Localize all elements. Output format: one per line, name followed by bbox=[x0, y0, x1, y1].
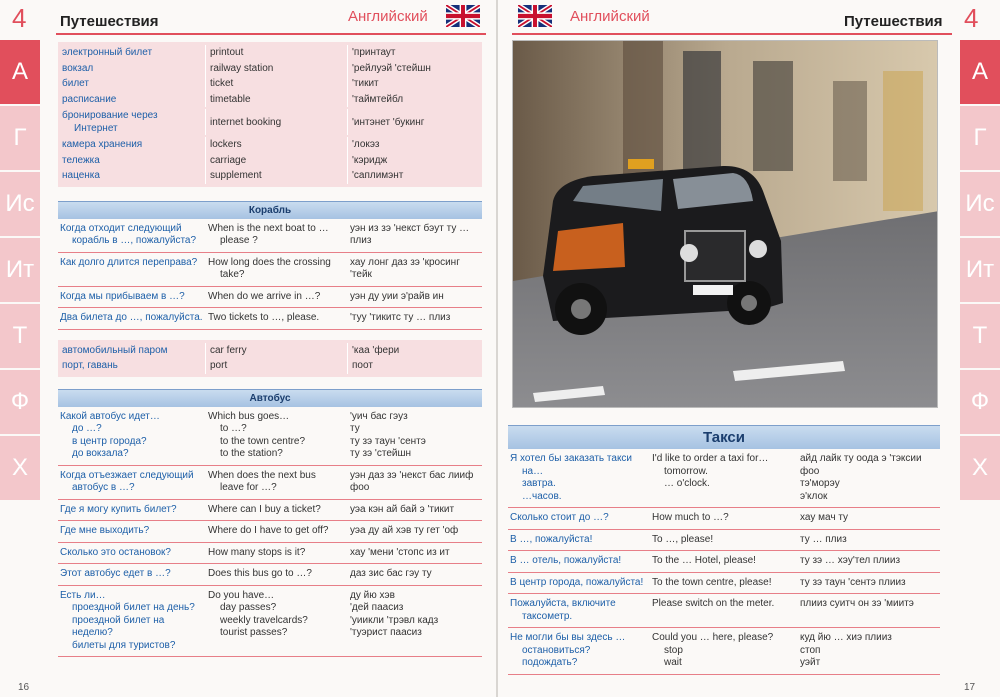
header-rule bbox=[56, 33, 486, 35]
taxi-photo bbox=[512, 40, 938, 408]
phrase-line: уэа ду ай хэв ту гет 'оф bbox=[350, 525, 459, 536]
vocab-russian-text: тележка bbox=[62, 154, 100, 166]
phrase-line: фоо bbox=[800, 465, 820, 477]
phrase-transcription bbox=[798, 598, 940, 623]
phrase-line: Does this bus go to …? bbox=[208, 568, 312, 579]
phrase-line: Есть ли… bbox=[60, 589, 106, 601]
index-tab[interactable]: Ис bbox=[0, 172, 40, 236]
phrase-english bbox=[206, 525, 348, 538]
phrase-russian bbox=[58, 525, 206, 538]
phrase-line: 'дей паасиз bbox=[350, 602, 404, 613]
vocab-russian bbox=[58, 358, 206, 374]
phrase-line: When do we arrive in …? bbox=[208, 290, 321, 302]
phrase-line: таксометр. bbox=[522, 610, 573, 622]
phrase-transcription bbox=[798, 512, 940, 525]
language-label: Английский bbox=[348, 8, 428, 25]
phrase-english bbox=[206, 223, 348, 248]
phrase-line: Two tickets to …, please. bbox=[208, 312, 320, 323]
phrase-line: When does the next bus bbox=[208, 469, 316, 481]
phrase-row bbox=[58, 586, 482, 658]
vocab-row bbox=[58, 45, 482, 61]
phrase-line: подождать? bbox=[522, 657, 578, 668]
vocab-russian-text: наценка bbox=[62, 170, 100, 181]
phrase-line: Где мне выходить? bbox=[60, 525, 150, 536]
phrase-line: Please switch on the meter. bbox=[652, 598, 775, 609]
vocab-russian bbox=[58, 153, 206, 169]
phrase-line: How long does the crossing bbox=[208, 256, 331, 268]
index-tab[interactable]: Х bbox=[960, 436, 1000, 500]
phrase-line: остановиться? bbox=[522, 644, 591, 656]
index-tab[interactable]: Ис bbox=[960, 172, 1000, 236]
phrase-row bbox=[508, 551, 940, 573]
phrase-line: Where can I buy a ticket? bbox=[208, 503, 321, 515]
phrase-line: ту зэ таун 'сентэ bbox=[350, 435, 426, 447]
phrase-transcription bbox=[348, 547, 482, 560]
vocab-transcription: 'саплимэнт bbox=[352, 170, 404, 181]
phrase-transcription bbox=[348, 568, 482, 581]
phrase-line: How many stops is it? bbox=[208, 546, 306, 558]
section-header-ship: Корабль bbox=[58, 201, 482, 219]
index-tab[interactable]: А bbox=[0, 40, 40, 104]
vocab-russian-text: электронный билет bbox=[62, 47, 153, 58]
phrase-line: Could you … here, please? bbox=[652, 632, 774, 643]
phrase-line: Этот автобус едет в …? bbox=[60, 568, 171, 579]
phrase-line: stop bbox=[664, 644, 683, 656]
vocab-russian-text: расписание bbox=[62, 93, 117, 105]
phrase-russian bbox=[508, 598, 650, 623]
vocab-english: ticket bbox=[206, 76, 348, 92]
phrase-russian bbox=[508, 555, 650, 568]
vocab-russian bbox=[58, 92, 206, 108]
vocab-english: printout bbox=[206, 45, 348, 61]
phrase-line: проездной билет на день? bbox=[72, 602, 195, 613]
phrase-line: to the town centre? bbox=[220, 435, 306, 447]
vocab-russian-text: вокзал bbox=[62, 62, 94, 74]
phrase-transcription bbox=[348, 223, 482, 248]
vocab-row bbox=[58, 107, 482, 137]
phrase-line: day passes? bbox=[220, 602, 277, 613]
phrase-line: Когда отходит следующий bbox=[60, 222, 182, 234]
phrase-row bbox=[58, 543, 482, 565]
phrase-line: to the station? bbox=[220, 448, 283, 459]
phrase-english bbox=[206, 590, 348, 653]
phrase-russian bbox=[58, 504, 206, 517]
phrase-russian bbox=[58, 291, 206, 304]
uk-flag-icon bbox=[518, 5, 552, 27]
vocab-transcription: 'тикит bbox=[352, 78, 379, 89]
vocab-row bbox=[58, 153, 482, 169]
phrase-line: В …, пожалуйста! bbox=[510, 533, 593, 545]
page-number: 16 bbox=[18, 682, 30, 693]
phrase-line: Where do I have to get off? bbox=[208, 525, 329, 536]
phrase-line: leave for …? bbox=[220, 482, 277, 493]
phrase-line: хау лонг даз зэ 'кросинг bbox=[350, 256, 460, 268]
phrase-russian bbox=[508, 534, 650, 547]
phrase-transcription bbox=[798, 453, 940, 503]
phrase-line: куд йю … хиэ плииз bbox=[800, 632, 892, 643]
phrase-line: автобус в …? bbox=[72, 482, 135, 493]
phrase-row bbox=[58, 564, 482, 586]
phrase-line: 'уиикли 'трэвл кадз bbox=[350, 614, 439, 626]
index-tab[interactable]: Х bbox=[0, 436, 40, 500]
phrase-line: Пожалуйста, включите bbox=[510, 598, 616, 609]
section-header-taxi: Такси bbox=[508, 425, 940, 449]
phrase-line: ту зэ таун 'сентэ плииз bbox=[800, 576, 906, 588]
phrase-line: weekly travelcards? bbox=[220, 614, 308, 626]
vocab-row bbox=[58, 76, 482, 92]
phrase-line: ду йю хэв bbox=[350, 589, 395, 601]
vocab-row bbox=[58, 358, 482, 374]
vocab-row bbox=[58, 168, 482, 184]
vocab-english: car ferry bbox=[206, 343, 348, 359]
chapter-number: 4 bbox=[12, 3, 27, 33]
phrase-line: ту зэ 'стейшн bbox=[350, 448, 412, 459]
phrase-line: завтра. bbox=[522, 478, 556, 489]
phrase-transcription bbox=[798, 555, 940, 568]
vocab-russian-text: билет bbox=[62, 78, 89, 89]
phrase-line: неделю? bbox=[72, 627, 113, 638]
phrase-line: Which bus goes… bbox=[208, 410, 290, 422]
phrase-line: Сколько это остановок? bbox=[60, 546, 171, 558]
phrase-line: хау мач ту bbox=[800, 512, 849, 523]
header-rule bbox=[512, 33, 952, 35]
phrase-line: на… bbox=[522, 465, 544, 477]
phrase-line: …часов. bbox=[522, 490, 562, 502]
phrase-line: Когда мы прибываем в …? bbox=[60, 290, 185, 302]
vocab-transcription: 'принтаут bbox=[352, 47, 396, 58]
vocab-transcription: 'интэнет 'букинг bbox=[352, 116, 425, 128]
phrase-line: Когда отъезжает следующий bbox=[60, 469, 194, 481]
phrase-line: When is the next boat to … bbox=[208, 222, 329, 234]
phrase-line: уэн ду уии э'райв ин bbox=[350, 290, 444, 302]
phrase-row bbox=[58, 253, 482, 287]
phrase-english bbox=[650, 534, 798, 547]
phrase-line: 'уич бас гэуз bbox=[350, 410, 408, 422]
vocab-english: port bbox=[206, 358, 348, 374]
phrase-list-taxi bbox=[508, 449, 940, 675]
vocab-russian bbox=[58, 76, 206, 92]
phrase-row bbox=[508, 594, 940, 628]
phrase-transcription bbox=[348, 504, 482, 517]
vocab-row bbox=[58, 92, 482, 108]
section-header-bus: Автобус bbox=[58, 389, 482, 407]
phrase-line: фоо bbox=[350, 482, 370, 493]
phrase-transcription bbox=[348, 257, 482, 282]
phrase-line: плииз суитч он зэ 'миитэ bbox=[800, 598, 914, 609]
vocab-russian bbox=[58, 109, 206, 135]
phrase-line: до вокзала? bbox=[72, 448, 129, 459]
phrase-row bbox=[58, 521, 482, 543]
phrase-line: To …, please! bbox=[652, 533, 714, 545]
phrase-line: уэн из зэ 'некст бэут ту … bbox=[350, 222, 470, 234]
phrase-line: уэн даз зэ 'некст бас лииф bbox=[350, 469, 474, 481]
vocab-russian-text: Интернет bbox=[74, 123, 118, 134]
vocab-russian bbox=[58, 343, 206, 359]
index-tab[interactable]: Ит bbox=[0, 238, 40, 302]
vocab-row bbox=[58, 137, 482, 153]
phrase-russian bbox=[58, 223, 206, 248]
phrase-english bbox=[206, 547, 348, 560]
vocab-russian bbox=[58, 61, 206, 77]
phrase-transcription bbox=[348, 590, 482, 653]
phrase-english bbox=[650, 577, 798, 590]
index-tab[interactable]: Г bbox=[960, 106, 1000, 170]
phrase-line: please ? bbox=[220, 235, 258, 246]
phrase-russian bbox=[508, 512, 650, 525]
vocab-english: railway station bbox=[206, 61, 348, 77]
right-content bbox=[508, 425, 940, 675]
vocab-russian-text: порт, гавань bbox=[62, 360, 118, 371]
vocab-russian-text: автомобильный паром bbox=[62, 344, 168, 356]
phrase-english bbox=[650, 512, 798, 525]
phrase-english bbox=[206, 312, 348, 325]
phrase-english bbox=[206, 291, 348, 304]
index-tab[interactable]: Т bbox=[960, 304, 1000, 368]
phrase-row bbox=[508, 530, 940, 552]
language-label: Английский bbox=[570, 8, 650, 25]
vocab-russian bbox=[58, 168, 206, 184]
phrase-line: I'd like to order a taxi for… bbox=[652, 453, 769, 464]
index-tab[interactable]: Т bbox=[0, 304, 40, 368]
phrase-transcription bbox=[798, 577, 940, 590]
phrase-line: корабль в …, пожалуйста? bbox=[72, 235, 197, 246]
phrase-line: В … отель, пожалуйста! bbox=[510, 555, 622, 566]
phrase-english bbox=[206, 411, 348, 461]
vocab-table-ship bbox=[58, 340, 482, 377]
phrase-line: билеты для туристов? bbox=[72, 639, 176, 651]
phrase-line: 'туэрист паасиз bbox=[350, 627, 422, 638]
phrase-english bbox=[650, 453, 798, 503]
phrase-russian bbox=[508, 577, 650, 590]
phrase-line: э'клок bbox=[800, 490, 828, 502]
phrase-line: To the … Hotel, please! bbox=[652, 555, 756, 566]
phrase-line: хау 'мени 'стопс из ит bbox=[350, 546, 450, 558]
phrase-transcription bbox=[348, 411, 482, 461]
phrase-line: Два билета до …, пожалуйста. bbox=[60, 312, 203, 323]
index-tab[interactable]: Ит bbox=[960, 238, 1000, 302]
phrase-list-ship bbox=[58, 219, 482, 330]
phrase-transcription bbox=[348, 291, 482, 304]
vocab-transcription: поот bbox=[352, 360, 373, 371]
phrase-russian bbox=[58, 568, 206, 581]
phrase-row bbox=[58, 308, 482, 330]
phrase-row bbox=[58, 500, 482, 522]
phrase-line: … o'clock. bbox=[664, 478, 710, 489]
vocab-transcription: 'рейлуэй 'стейшн bbox=[352, 62, 431, 74]
phrase-line: Сколько стоит до …? bbox=[510, 512, 609, 523]
phrase-line: 'туу 'тикитс ту … плиз bbox=[350, 312, 451, 323]
phrase-line: айд лайк ту оода э 'тэксии bbox=[800, 453, 922, 464]
phrase-english bbox=[206, 257, 348, 282]
phrase-russian bbox=[508, 453, 650, 503]
phrase-english bbox=[206, 470, 348, 495]
left-page bbox=[0, 0, 496, 697]
phrase-line: ту зэ … хэу'тел плииз bbox=[800, 555, 901, 566]
phrase-line: tomorrow. bbox=[664, 465, 708, 477]
phrase-line: Do you have… bbox=[208, 589, 275, 601]
phrase-russian bbox=[508, 632, 650, 670]
vocab-row bbox=[58, 61, 482, 77]
phrase-line: плиз bbox=[350, 235, 372, 246]
vocab-transcription: 'каа 'фери bbox=[352, 344, 400, 356]
phrase-line: уэа кэн ай бай э 'тикит bbox=[350, 503, 455, 515]
vocab-english: lockers bbox=[206, 137, 348, 153]
phrase-row bbox=[58, 466, 482, 500]
vocab-row bbox=[58, 343, 482, 359]
vocab-table bbox=[58, 42, 482, 187]
phrase-line: проездной билет на bbox=[72, 614, 165, 626]
phrase-row bbox=[58, 287, 482, 309]
index-tab[interactable]: Г bbox=[0, 106, 40, 170]
phrase-line: Где я могу купить билет? bbox=[60, 503, 177, 515]
index-tab[interactable]: А bbox=[960, 40, 1000, 104]
phrase-line: ту bbox=[350, 423, 360, 434]
phrase-russian bbox=[58, 590, 206, 653]
phrase-russian bbox=[58, 312, 206, 325]
phrase-transcription bbox=[798, 632, 940, 670]
vocab-transcription: 'таймтейбл bbox=[352, 93, 404, 105]
index-tab[interactable]: Ф bbox=[0, 370, 40, 434]
phrase-row bbox=[58, 407, 482, 466]
phrase-english bbox=[206, 568, 348, 581]
phrase-english bbox=[650, 632, 798, 670]
chapter-number: 4 bbox=[964, 3, 979, 33]
phrase-line: Какой автобус идет… bbox=[60, 410, 160, 422]
phrase-line: Не могли бы вы здесь … bbox=[510, 632, 626, 643]
left-content bbox=[58, 42, 482, 657]
page-title: Путешествия bbox=[60, 13, 159, 30]
phrase-line: To the town centre, please! bbox=[652, 576, 772, 588]
phrase-line: стоп bbox=[800, 644, 821, 656]
vocab-english: carriage bbox=[206, 153, 348, 169]
phrase-transcription bbox=[798, 534, 940, 547]
phrase-line: до …? bbox=[72, 423, 102, 434]
phrase-line: How much to …? bbox=[652, 512, 729, 523]
vocab-transcription: 'локэз bbox=[352, 139, 380, 150]
phrase-line: tourist passes? bbox=[220, 627, 288, 638]
vocab-english: supplement bbox=[206, 168, 348, 184]
phrase-line: в центр города? bbox=[72, 435, 147, 447]
phrase-line: В центр города, пожалуйста! bbox=[510, 576, 644, 588]
phrase-line: уэйт bbox=[800, 657, 821, 668]
index-tab[interactable]: Ф bbox=[960, 370, 1000, 434]
vocab-russian-text: бронирование через bbox=[62, 110, 158, 121]
uk-flag-icon bbox=[446, 5, 480, 27]
vocab-transcription: 'кэридж bbox=[352, 154, 388, 166]
phrase-line: ту … плиз bbox=[800, 533, 847, 545]
phrase-english bbox=[650, 555, 798, 568]
page-number: 17 bbox=[964, 682, 976, 693]
phrase-row bbox=[508, 628, 940, 675]
vocab-english: internet booking bbox=[206, 109, 348, 135]
phrase-line: тэ'морэу bbox=[800, 478, 840, 489]
phrase-russian bbox=[58, 411, 206, 461]
phrase-line: Я хотел бы заказать такси bbox=[510, 453, 633, 464]
phrase-row bbox=[508, 573, 940, 595]
phrase-line: wait bbox=[664, 657, 682, 668]
phrase-line: to …? bbox=[220, 423, 247, 434]
page-title: Путешествия bbox=[844, 13, 943, 30]
phrase-russian bbox=[58, 547, 206, 560]
phrase-row bbox=[58, 219, 482, 253]
index-tabs bbox=[0, 40, 40, 667]
phrase-russian bbox=[58, 257, 206, 282]
phrase-row bbox=[508, 449, 940, 508]
phrase-line: take? bbox=[220, 269, 245, 280]
phrase-line: Как долго длится переправа? bbox=[60, 256, 198, 268]
phrase-row bbox=[508, 508, 940, 530]
phrase-transcription bbox=[348, 525, 482, 538]
vocab-russian-text: камера хранения bbox=[62, 139, 143, 150]
right-page bbox=[498, 0, 1000, 697]
phrase-russian bbox=[58, 470, 206, 495]
phrase-transcription bbox=[348, 470, 482, 495]
phrase-english bbox=[650, 598, 798, 623]
vocab-russian bbox=[58, 45, 206, 61]
phrase-transcription bbox=[348, 312, 482, 325]
phrase-line: даз зис бас гэу ту bbox=[350, 568, 432, 579]
phrase-list-bus bbox=[58, 407, 482, 658]
vocab-russian bbox=[58, 137, 206, 153]
vocab-english: timetable bbox=[206, 92, 348, 108]
index-tabs bbox=[960, 40, 1000, 667]
phrase-english bbox=[206, 504, 348, 517]
phrase-line: 'тейк bbox=[350, 269, 372, 280]
